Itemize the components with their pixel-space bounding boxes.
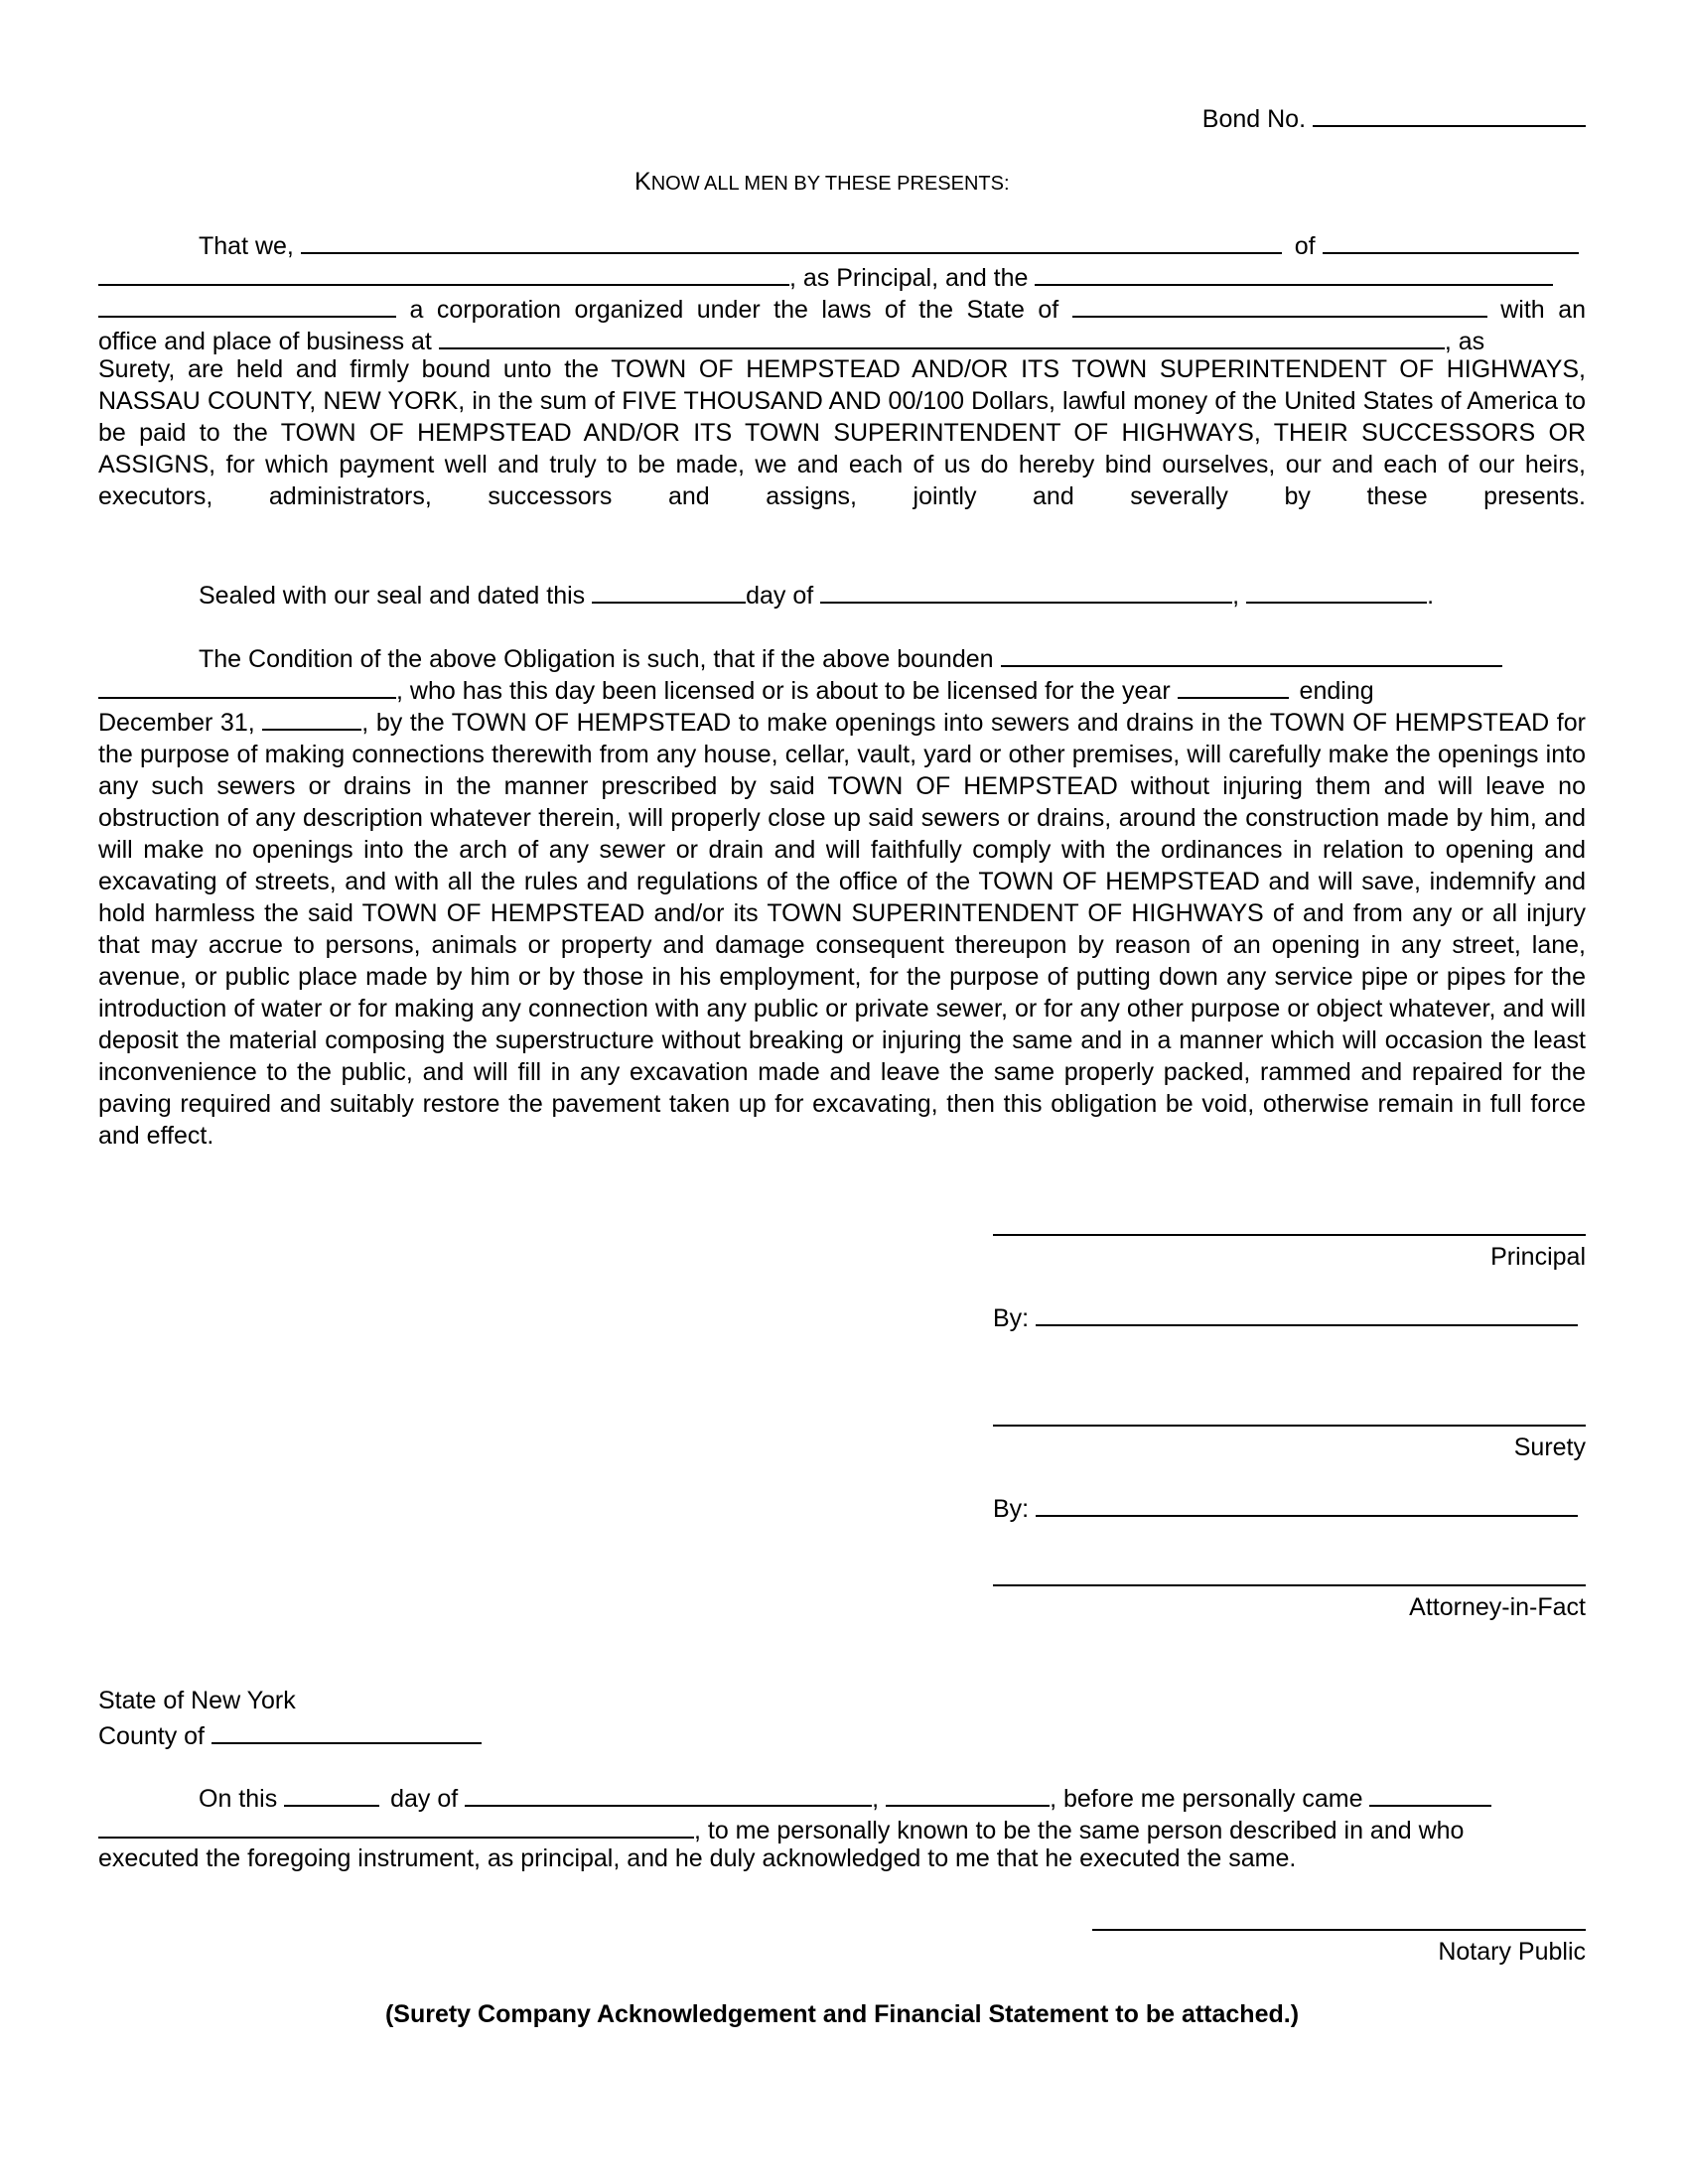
- principal-line: That we, of: [199, 226, 1586, 258]
- license-year-field[interactable]: [1178, 671, 1289, 699]
- bounden-name-field[interactable]: [1001, 639, 1502, 667]
- sealed-dated-line: Sealed with our seal and dated this day of , .: [199, 576, 1586, 608]
- ending-year-field[interactable]: [262, 703, 361, 731]
- principal-by-signature-field[interactable]: [1036, 1298, 1578, 1326]
- surety-by-line: By:: [993, 1489, 1586, 1521]
- licensed-line: , who has this day been licensed or is about to be licensed for the year ending: [98, 671, 1586, 703]
- sealed-year-field[interactable]: [1246, 576, 1427, 604]
- ack-month-field[interactable]: [465, 1779, 872, 1807]
- condition-line: The Condition of the above Obligation is such, that if the above bounden: [199, 639, 1586, 671]
- ack-day-field[interactable]: [284, 1779, 379, 1807]
- principal-label: Principal: [1490, 1243, 1586, 1271]
- county-line: County of: [98, 1716, 1586, 1748]
- surety-state-field[interactable]: [1072, 290, 1487, 318]
- as-principal-line: , as Principal, and the: [98, 258, 1586, 290]
- bond-number-label: Bond No.: [1201, 105, 1307, 133]
- sealed-day-field[interactable]: [592, 576, 746, 604]
- surety-signature-line[interactable]: [993, 1425, 1586, 1427]
- surety-name-continued-field[interactable]: [98, 290, 396, 318]
- bond-obligation-paragraph: Surety, are held and firmly bound unto the TOWN OF HEMPSTEAD AND/OR ITS TOWN SUPERINTENDENT OF HIGHWAYS, NASSAU COUNTY, NEW YORK, in the sum of FIVE THOUSAND AND 00/100 Dollars, lawful money of the United States of America to be paid to the TOWN OF HEMPSTEAD AND/OR ITS TOWN SUPERINTENDENT OF HIGHWAYS, THEIR SUCCESSORS OR ASSIGNS, for which payment well and truly to be made, we and each of us do hereby bind ourselves, our and each of our heirs, executors, administrators, successors and assigns, jointly and severally by these presents.: [98, 355, 1586, 510]
- surety-office-address-field[interactable]: [439, 322, 1445, 349]
- sealed-month-field[interactable]: [820, 576, 1232, 604]
- bond-number-field[interactable]: [1313, 99, 1586, 127]
- bounden-name-continued-field[interactable]: [98, 671, 396, 699]
- principal-signature-line[interactable]: [993, 1234, 1586, 1236]
- county-field[interactable]: [211, 1716, 482, 1744]
- principal-name-field[interactable]: [301, 226, 1282, 254]
- attachment-note: (Surety Company Acknowledgement and Financial Statement to be attached.): [384, 2000, 1300, 2028]
- surety-label: Surety: [1513, 1433, 1586, 1461]
- ack-person-continued-field[interactable]: [98, 1811, 694, 1839]
- state-line: State of New York: [98, 1687, 296, 1714]
- ack-person-field[interactable]: [1369, 1779, 1491, 1807]
- notary-signature-line[interactable]: [1092, 1929, 1586, 1931]
- notary-public-label: Notary Public: [1438, 1938, 1586, 1966]
- principal-location-field[interactable]: [1323, 226, 1579, 254]
- ack-year-field[interactable]: [886, 1779, 1050, 1807]
- ack-executed-line: executed the foregoing instrument, as principal, and he duly acknowledged to me that he executed the same.: [98, 1844, 1297, 1872]
- ack-on-this-line: On this day of , , before me personally came: [199, 1779, 1586, 1811]
- attorney-signature-line[interactable]: [993, 1584, 1586, 1586]
- ack-known-line: , to me personally known to be the same person described in and who: [98, 1811, 1586, 1843]
- condition-paragraph: December 31, , by the TOWN OF HEMPSTEAD to make openings into sewers and drains in the TOWN OF HEMPSTEAD for the purpose of making connections therewith from any house, cellar, vault, yard or other premises, will carefully make the openings into any such sewers or drains in the manner prescribed by said TOWN OF HEMPSTEAD without injuring them and will leave no obstruction of any description whatever therein, will properly close up said sewers or drains, around the construction made by him, and will make no openings into the arch of any sewer or drain and will faithfully comply with the ordinances in relation to opening and excavating of streets, and with all the rules and regulations of the office of the TOWN OF HEMPSTEAD and will save, indemnify and hold harmless the said TOWN OF HEMPSTEAD and/or its TOWN SUPERINTENDENT OF HIGHWAYS of and from any or all injury that may accrue to persons, animals or property and damage consequent thereupon by reason of an opening in any street, lane, avenue, or public place made by him or by those in his employment, for the purpose of putting down any service pipe or pipes for the introduction of water or for making any connection with any public or private sewer, or for any other purpose or object whatever, and will deposit the material composing the superstructure without breaking or injuring the same and in a manner which will occasion the least inconvenience to the public, and will fill in any excavation made and leave the same properly packed, rammed and repaired for the paving required and suitably restore the pavement taken up for excavating, then this obligation be void, otherwise remain in full force and effect.: [98, 703, 1586, 1152]
- surety-name-field[interactable]: [1035, 258, 1553, 286]
- principal-name-continued-field[interactable]: [98, 258, 789, 286]
- corporation-line: a corporation organized under the laws of the State of with an: [98, 290, 1586, 322]
- bond-number-line: [1202, 99, 1586, 135]
- attorney-in-fact-label: Attorney-in-Fact: [1409, 1593, 1586, 1621]
- principal-by-line: By:: [993, 1298, 1586, 1330]
- office-line: office and place of business at , as: [98, 322, 1586, 353]
- document-heading: KNOW ALL MEN BY THESE PRESENTS:: [634, 168, 1010, 196]
- bond-document: [98, 0, 1586, 2184]
- surety-by-signature-field[interactable]: [1036, 1489, 1578, 1517]
